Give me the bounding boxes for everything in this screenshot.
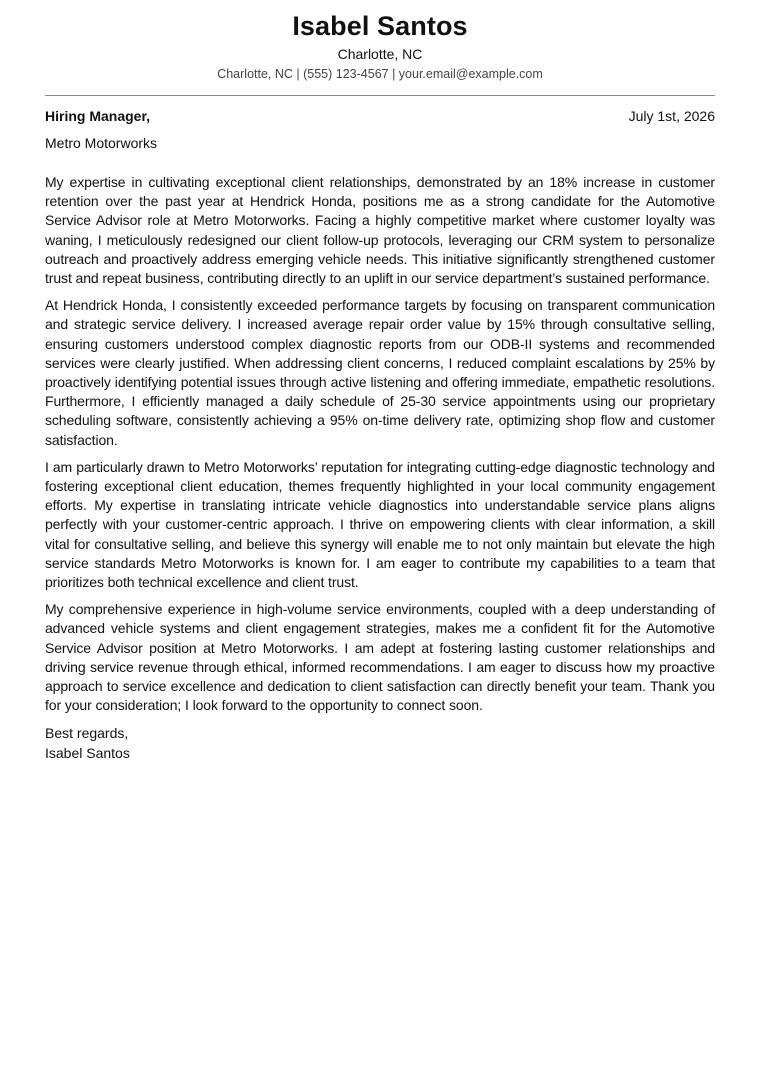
applicant-name: Isabel Santos (292, 11, 468, 41)
body-paragraph: My expertise in cultivating exceptional client relationships, demonstrated by an 18% increase in customer retention over the past year at Hendrick Honda, positions me as a strong candidate for the Automotive Service Advisor role at Metro Motorworks. Facing a highly competitive market where customer loyalty was waning, I meticulously redesigned our client follow-up protocols, leveraging our CRM system to personalize outreach and proactively address emerging vehicle needs. This initiative significantly strengthened customer trust and repeat business, contributing directly to an uplift in our service department’s sustained performance. (45, 174, 715, 287)
letter-closing-block (45, 724, 715, 763)
closing-phrase: Best regards, (45, 725, 129, 742)
letter-date: July 1st, 2026 (628, 108, 715, 124)
body-paragraph: My comprehensive experience in high-volume service environments, coupled with a deep understanding of advanced vehicle systems and client engagement strategies, makes me a confident fit for the Automotive Service Advisor position at Metro Motorworks. I am adept at fostering lasting customer relationships and driving service revenue through ethical, informed recommendations. I am eager to discuss how my proactive approach to service excellence and dedication to client satisfaction can directly benefit your team. Thank you for your consideration; I look forward to the opportunity to connect soon. (45, 601, 715, 714)
header-divider (45, 95, 715, 96)
applicant-city: Charlotte, NC (337, 46, 423, 62)
cover-letter-page (45, 0, 715, 763)
contact-line: Charlotte, NC | (555) 123-4567 | your.email@example.com (217, 67, 543, 81)
signature-name: Isabel Santos (45, 744, 130, 761)
recipient-date-row (45, 107, 715, 125)
recipient-salutation: Hiring Manager, (45, 108, 151, 124)
recipient-company: Metro Motorworks (45, 135, 158, 151)
letter-body (45, 173, 715, 715)
body-paragraph: I am particularly drawn to Metro Motorworks’ reputation for integrating cutting-edge diagnostic technology and fostering exceptional client education, themes frequently highlighted in your local community engagement efforts. My expertise in translating intricate vehicle diagnostics into understandable service plans aligns perfectly with your customer-centric approach. I thrive on empowering clients with clear information, a skill vital for consultative selling, and believe this synergy will enable me to not only maintain but elevate the high service standards Metro Motorworks is known for. I am eager to contribute my capabilities to a team that prioritizes both technical excellence and client trust. (45, 458, 715, 591)
body-paragraph: At Hendrick Honda, I consistently exceeded performance targets by focusing on transparent communication and strategic service delivery. I increased average repair order value by 15% through consultative selling, ensuring customers understood complex diagnostic reports from our ODB-II systems and recommended services were clearly justified. When addressing client concerns, I reduced complaint escalations by 25% by proactively identifying potential issues through active listening and offering immediate, empathetic resolutions. Furthermore, I efficiently managed a daily schedule of 25-30 service appointments using our proprietary scheduling software, consistently achieving a 95% on-time delivery rate, optimizing shop flow and customer satisfaction. (45, 297, 715, 448)
